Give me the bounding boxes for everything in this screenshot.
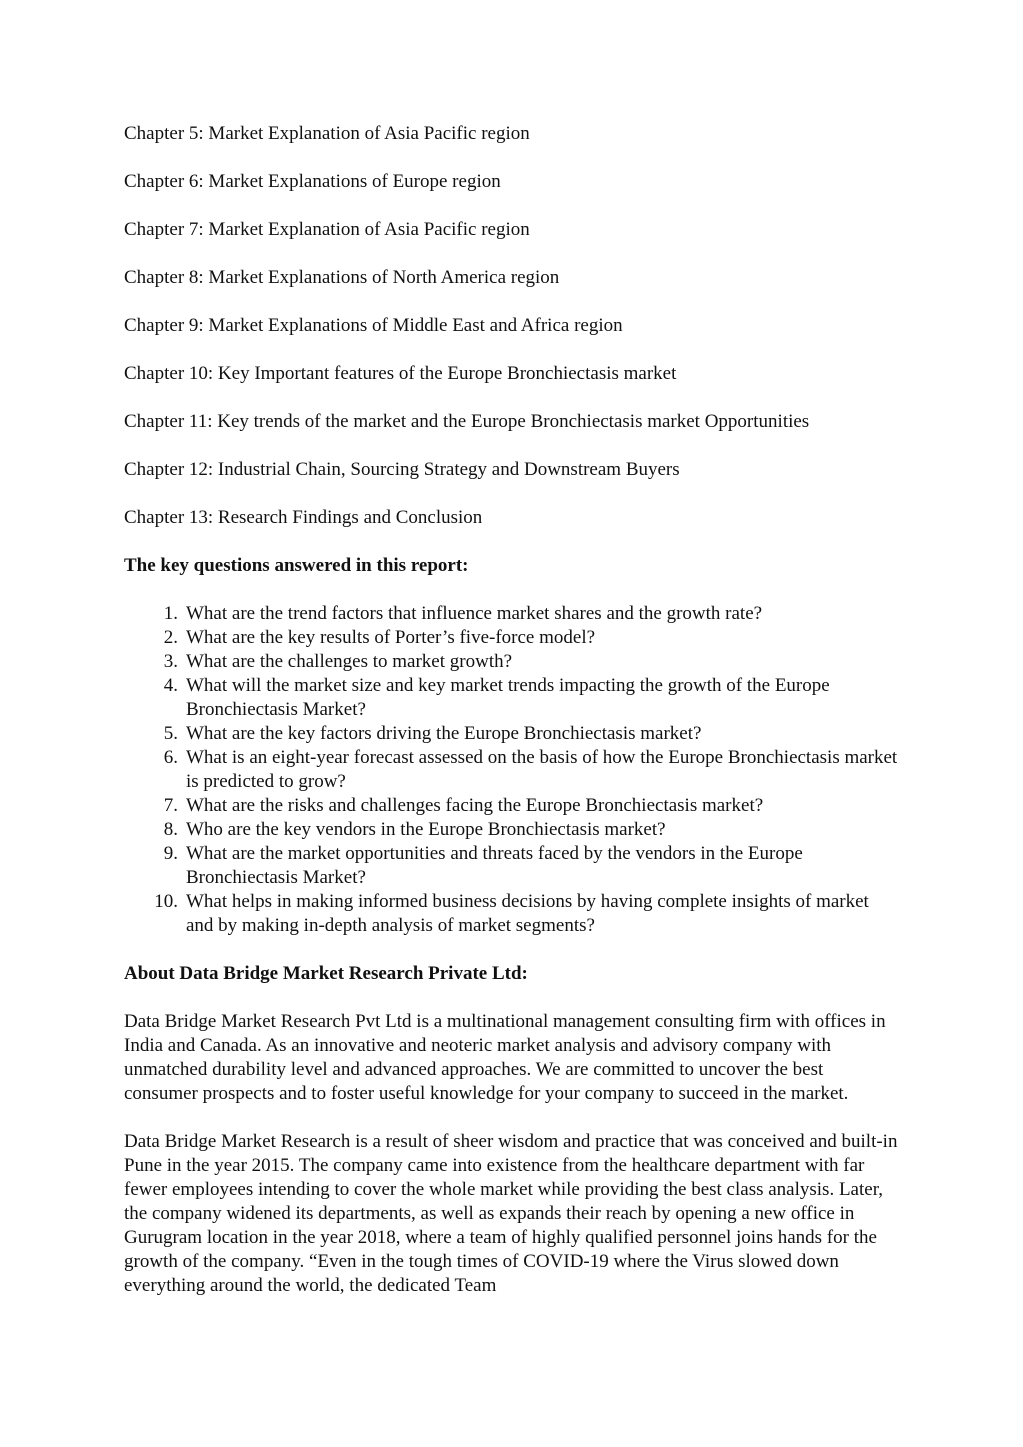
chapter-item: Chapter 12: Industrial Chain, Sourcing Strategy and Downstream Buyers xyxy=(124,459,680,480)
question-number: 2. xyxy=(163,627,178,648)
question-item xyxy=(124,602,900,626)
chapter-item: Chapter 11: Key trends of the market and the Europe Bronchiectasis market Opportunities xyxy=(124,411,810,432)
question-text: What is an eight-year forecast assessed on the basis of how the Europe Bronchiectasis market is predicted to grow? xyxy=(186,747,898,792)
question-number: 9. xyxy=(163,843,178,864)
question-text: What are the risks and challenges facing the Europe Bronchiectasis market? xyxy=(186,795,764,816)
question-number: 6. xyxy=(163,747,178,768)
question-item xyxy=(124,650,900,674)
question-number: 10. xyxy=(154,891,178,912)
question-item xyxy=(124,818,900,842)
question-number: 5. xyxy=(163,723,178,744)
question-number: 4. xyxy=(163,675,178,696)
question-number: 1. xyxy=(163,603,178,624)
chapter-item: Chapter 6: Market Explanations of Europe region xyxy=(124,171,501,192)
chapter-item: Chapter 9: Market Explanations of Middle East and Africa region xyxy=(124,315,623,336)
chapter-item: Chapter 10: Key Important features of the Europe Bronchiectasis market xyxy=(124,363,677,384)
question-number: 3. xyxy=(163,651,178,672)
question-text: What will the market size and key market trends impacting the growth of the Europe Bronchiectasis Market? xyxy=(186,675,830,720)
question-item xyxy=(124,722,900,746)
question-item xyxy=(124,626,900,650)
chapter-item: Chapter 5: Market Explanation of Asia Pacific region xyxy=(124,123,530,144)
question-text: What are the challenges to market growth? xyxy=(186,651,513,672)
chapter-item: Chapter 13: Research Findings and Conclusion xyxy=(124,507,483,528)
about-paragraph: Data Bridge Market Research is a result of sheer wisdom and practice that was conceived and built-in Pune in the year 2015. The company came into existence from the healthcare department with far fewer employees intending to cover the whole market while providing the best class analysis. Later, the company widened its departments, as well as expands their reach by opening a new office in Gurugram location in the year 2018, where a team of highly qualified personnel joins hands for the growth of the company. “Even in the tough times of COVID-19 where the Virus slowed down everything around the world, the dedicated Team xyxy=(124,1131,898,1296)
question-item xyxy=(124,842,900,890)
question-number: 8. xyxy=(163,819,178,840)
question-text: Who are the key vendors in the Europe Bronchiectasis market? xyxy=(186,819,666,840)
question-item xyxy=(124,746,900,794)
question-text: What are the key factors driving the Europe Bronchiectasis market? xyxy=(186,723,702,744)
question-text: What helps in making informed business decisions by having complete insights of market and by making in-depth analysis of market segments? xyxy=(186,891,869,936)
question-item xyxy=(124,890,900,938)
questions-heading: The key questions answered in this report: xyxy=(124,555,469,576)
question-item xyxy=(124,794,900,818)
question-text: What are the trend factors that influence market shares and the growth rate? xyxy=(186,603,763,624)
chapter-list xyxy=(124,122,900,530)
about-heading: About Data Bridge Market Research Private Ltd: xyxy=(124,963,528,984)
question-number: 7. xyxy=(163,795,178,816)
question-text: What are the market opportunities and threats faced by the vendors in the Europe Bronchiectasis Market? xyxy=(186,843,803,888)
document-page xyxy=(124,122,900,1322)
about-paragraph: Data Bridge Market Research Pvt Ltd is a multinational management consulting firm with offices in India and Canada. As an innovative and neoteric market analysis and advisory company with unmatched durability level and advanced approaches. We are committed to uncover the best consumer prospects and to foster useful knowledge for your company to succeed in the market. xyxy=(124,1011,886,1104)
chapter-item: Chapter 7: Market Explanation of Asia Pacific region xyxy=(124,219,530,240)
chapter-item: Chapter 8: Market Explanations of North America region xyxy=(124,267,560,288)
questions-list xyxy=(124,602,900,938)
question-text: What are the key results of Porter’s five-force model? xyxy=(186,627,596,648)
question-item xyxy=(124,674,900,722)
